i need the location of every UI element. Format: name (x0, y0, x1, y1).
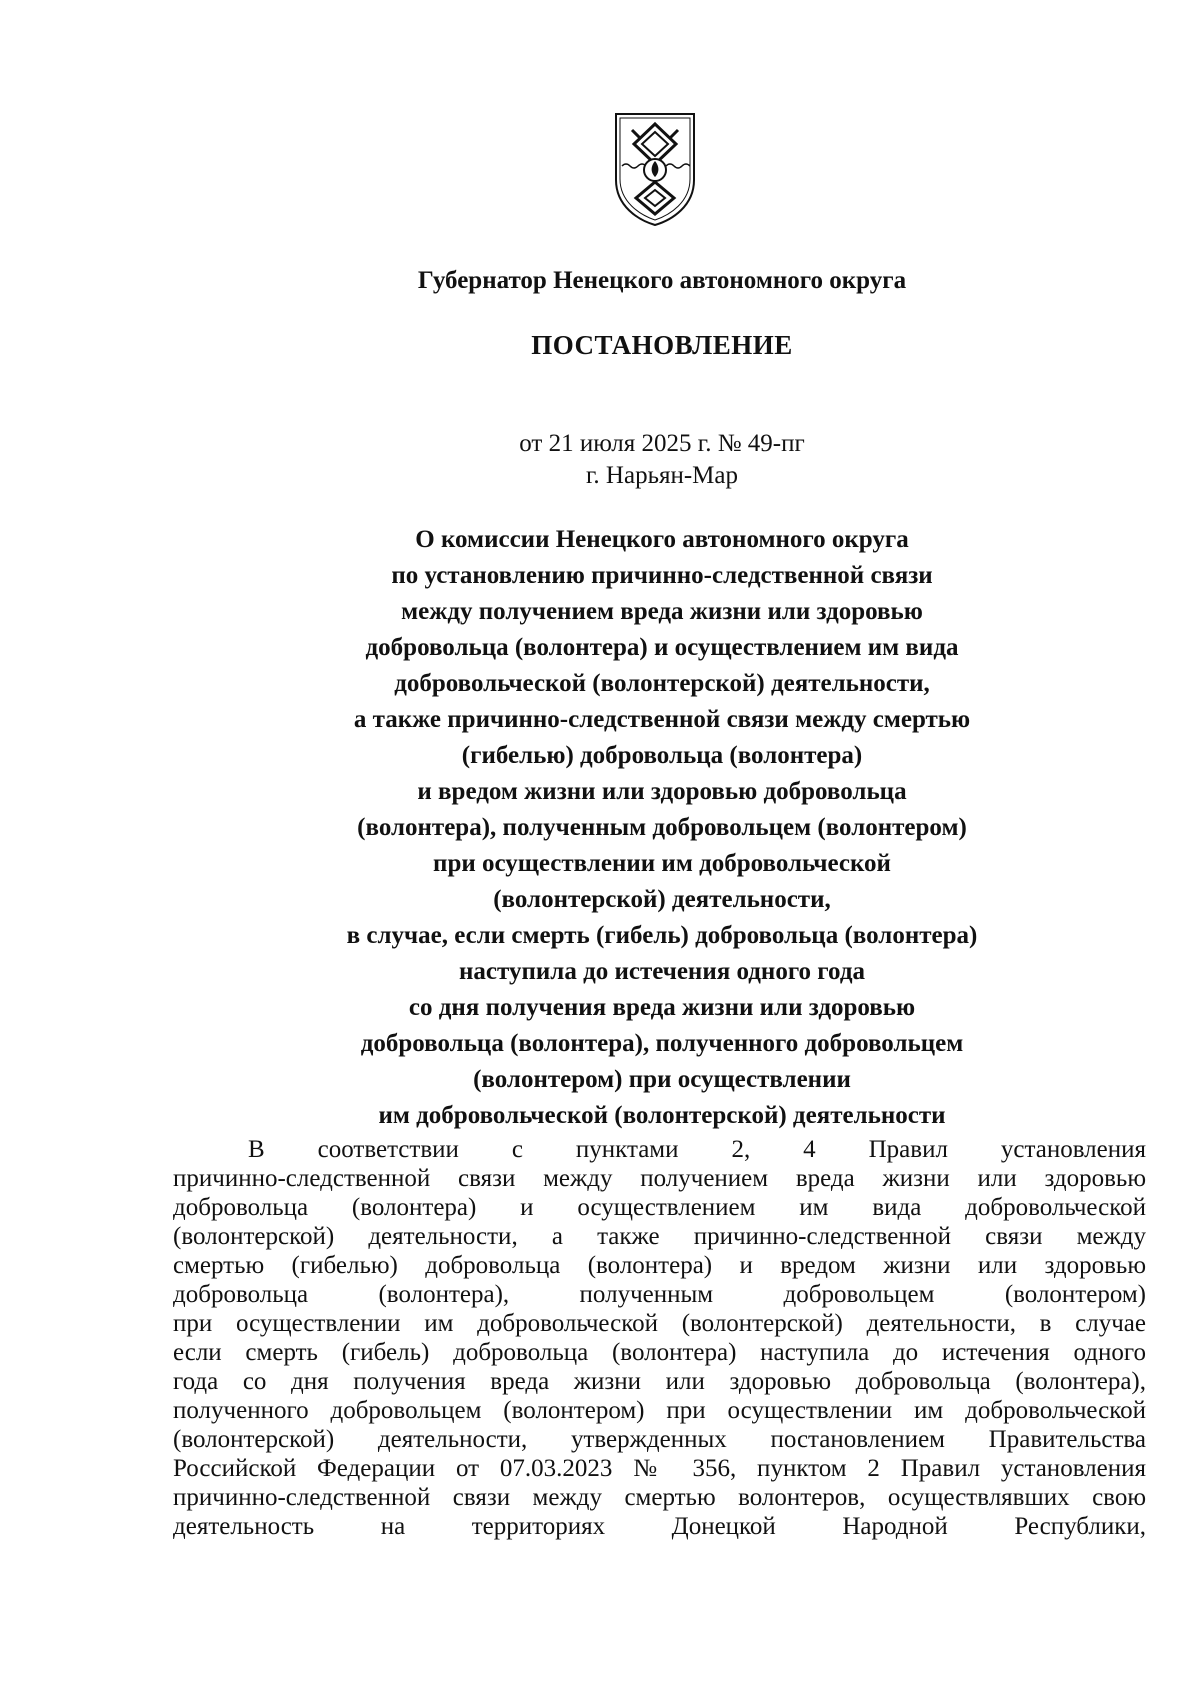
title-line: по установлению причинно-следственной связи (391, 562, 933, 589)
body-line: полученного добровольцем (волонтером) при осуществлении им добровольческой (173, 1397, 1146, 1424)
document-date-number: от 21 июля 2025 г. № 49-пг (519, 430, 805, 457)
title-line: между получением вреда жизни или здоровью (401, 598, 923, 625)
title-line: а также причинно-следственной связи между смертью (353, 706, 971, 733)
body-line: В соответствии с пунктами 2, 4 Правил установления (248, 1136, 1146, 1163)
body-line: (волонтерской) деятельности, а также причинно-следственной связи между (173, 1223, 1146, 1250)
title-line: и вредом жизни или здоровью добровольца (417, 778, 907, 805)
issuing-authority: Губернатор Ненецкого автономного округа (417, 267, 907, 294)
body-line: деятельность на территориях Донецкой Народной Республики, (173, 1513, 1146, 1540)
title-line: в случае, если смерть (гибель) добровольца (волонтера) (346, 922, 978, 949)
title-line: (волонтерской) деятельности, (493, 886, 831, 913)
title-line: наступила до истечения одного года (459, 958, 865, 985)
body-line: при осуществлении им добровольческой (волонтерской) деятельности, в случае (173, 1310, 1146, 1337)
title-line: им добровольческой (волонтерской) деятельности (378, 1102, 946, 1129)
document-type: ПОСТАНОВЛЕНИЕ (531, 330, 793, 360)
title-line: добровольческой (волонтерской) деятельности, (394, 670, 930, 697)
title-line: добровольца (волонтера) и осуществлением им вида (365, 634, 959, 661)
title-line: (гибелью) добровольца (волонтера) (461, 742, 863, 769)
document-title (0, 522, 1200, 1134)
body-line: года со дня получения вреда жизни или здоровью добровольца (волонтера), (173, 1368, 1146, 1395)
body-line: если смерть (гибель) добровольца (волонтера) наступила до истечения одного (173, 1339, 1146, 1366)
body-line: добровольца (волонтера), полученным добровольцем (волонтером) (173, 1281, 1146, 1308)
coat-of-arms-icon (610, 110, 700, 228)
document-city: г. Нарьян-Мар (585, 462, 738, 489)
body-line: смертью (гибелью) добровольца (волонтера) и вредом жизни или здоровью (173, 1252, 1146, 1279)
title-line: добровольца (волонтера), полученного добровольцем (360, 1030, 964, 1057)
title-line: О комиссии Ненецкого автономного округа (415, 526, 909, 553)
body-line: причинно-следственной связи между смертью волонтеров, осуществлявших свою (173, 1484, 1146, 1511)
body-paragraph (173, 1135, 1146, 1541)
body-line: причинно-следственной связи между получением вреда жизни или здоровью (173, 1165, 1146, 1192)
body-line: Российской Федерации от 07.03.2023 № 356, пунктом 2 Правил установления (173, 1455, 1146, 1482)
title-line: при осуществлении им добровольческой (433, 850, 891, 877)
title-line: (волонтером) при осуществлении (473, 1066, 851, 1093)
title-line: (волонтера), полученным добровольцем (волонтером) (357, 814, 967, 841)
title-line: со дня получения вреда жизни или здоровью (408, 994, 916, 1021)
body-line: добровольца (волонтера) и осуществлением им вида добровольческой (173, 1194, 1146, 1221)
body-line: (волонтерской) деятельности, утвержденных постановлением Правительства (173, 1426, 1146, 1453)
